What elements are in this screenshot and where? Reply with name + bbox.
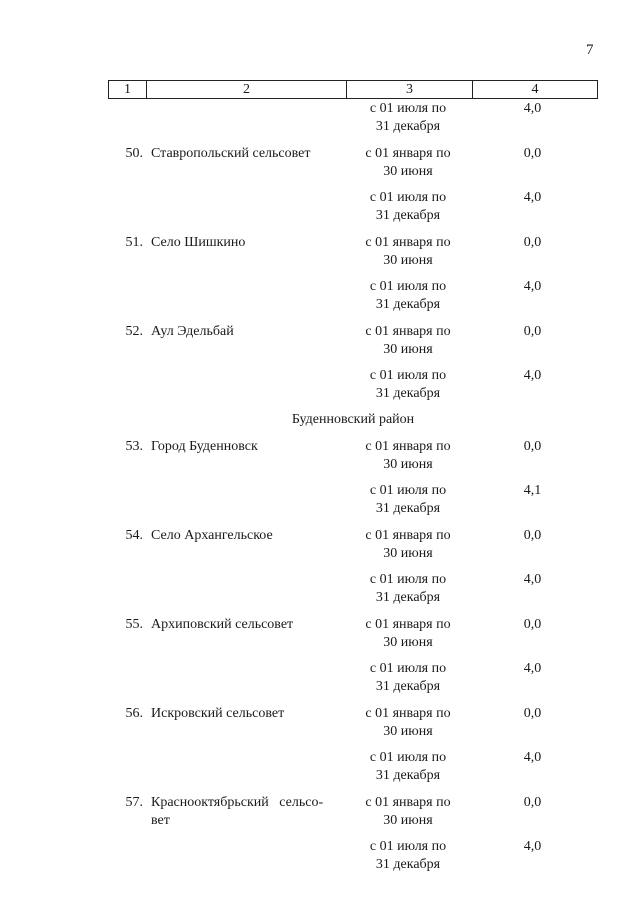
row-number: 52. (125, 324, 143, 339)
period-cell: с 01 января по 30 июня (365, 146, 451, 179)
value-cell: 0,0 (523, 235, 542, 250)
period-cell: с 01 января по 30 июня (365, 439, 451, 472)
value-cell: 4,0 (523, 101, 542, 116)
value-cell: 4,0 (523, 839, 542, 854)
period-cell: с 01 января по 30 июня (365, 528, 451, 561)
period-cell: с 01 января по 30 июня (365, 706, 451, 739)
table-row (108, 438, 598, 474)
period-cell: с 01 июля по 31 декабря (369, 572, 447, 605)
table-row (108, 367, 598, 403)
table-row (108, 234, 598, 270)
value-cell: 4,0 (523, 750, 542, 765)
table-row (108, 482, 598, 518)
table-row (108, 278, 598, 314)
value-cell: 4,0 (523, 368, 542, 383)
continuation-row (108, 100, 598, 136)
table-row (108, 705, 598, 741)
settlement-name: Искровский сельсовет (151, 706, 285, 721)
row-number: 55. (125, 617, 143, 632)
value-cell: 4,0 (523, 661, 542, 676)
settlement-name: Село Архангельское (151, 528, 273, 543)
value-cell: 0,0 (523, 706, 542, 721)
value-cell: 4,0 (523, 279, 542, 294)
row-number: 54. (125, 528, 143, 543)
period-cell: с 01 июля по 31 декабря (369, 483, 447, 516)
table-row (108, 323, 598, 359)
period-cell: с 01 января по 30 июня (365, 235, 451, 268)
period-cell: с 01 января по 30 июня (365, 324, 451, 357)
value-cell: 0,0 (523, 617, 542, 632)
settlement-name: Город Буденновск (151, 439, 258, 454)
table-row (108, 660, 598, 696)
row-number: 56. (125, 706, 143, 721)
table-header (108, 80, 598, 99)
header-col-1: 1 (124, 81, 131, 97)
row-number: 53. (125, 439, 143, 454)
value-cell: 0,0 (523, 324, 542, 339)
period-cell: с 01 июля по 31 декабря (369, 839, 447, 872)
value-cell: 0,0 (523, 795, 542, 810)
row-number: 50. (125, 146, 143, 161)
settlement-name: Село Шишкино (151, 235, 246, 250)
period-cell: с 01 июля по 31 декабря (369, 279, 447, 312)
table-row (108, 616, 598, 652)
period-cell: с 01 июля по 31 декабря (369, 368, 447, 401)
district-heading: Буденновский район (291, 412, 415, 427)
table-row (108, 838, 598, 874)
period-cell: с 01 июля по 31 декабря (369, 101, 447, 134)
header-col-2: 2 (146, 81, 346, 98)
header-col-4: 4 (472, 81, 597, 98)
settlement-name: Ставропольский сельсовет (151, 146, 311, 161)
table-row (108, 794, 598, 830)
period-cell: с 01 июля по 31 декабря (369, 190, 447, 223)
page-number: 7 (586, 42, 594, 58)
table-body (108, 100, 598, 874)
period-cell: с 01 января по 30 июня (365, 795, 451, 828)
period-cell: с 01 января по 30 июня (365, 617, 451, 650)
value-cell: 0,0 (523, 146, 542, 161)
period-cell: с 01 июля по 31 декабря (369, 661, 447, 694)
table-row (108, 527, 598, 563)
table-row (108, 749, 598, 785)
value-cell: 4,1 (523, 483, 542, 498)
table-row (108, 189, 598, 225)
settlement-name: Аул Эдельбай (151, 324, 234, 339)
settlement-name: Краснооктябрьский сельсо- вет (151, 795, 324, 828)
value-cell: 0,0 (523, 528, 542, 543)
table-row (108, 145, 598, 181)
period-cell: с 01 июля по 31 декабря (369, 750, 447, 783)
row-number: 51. (125, 235, 143, 250)
value-cell: 4,0 (523, 572, 542, 587)
settlement-name: Архиповский сельсовет (151, 617, 294, 632)
value-cell: 4,0 (523, 190, 542, 205)
table-row (108, 571, 598, 607)
header-col-3: 3 (346, 81, 472, 98)
value-cell: 0,0 (523, 439, 542, 454)
row-number: 57. (125, 795, 143, 810)
